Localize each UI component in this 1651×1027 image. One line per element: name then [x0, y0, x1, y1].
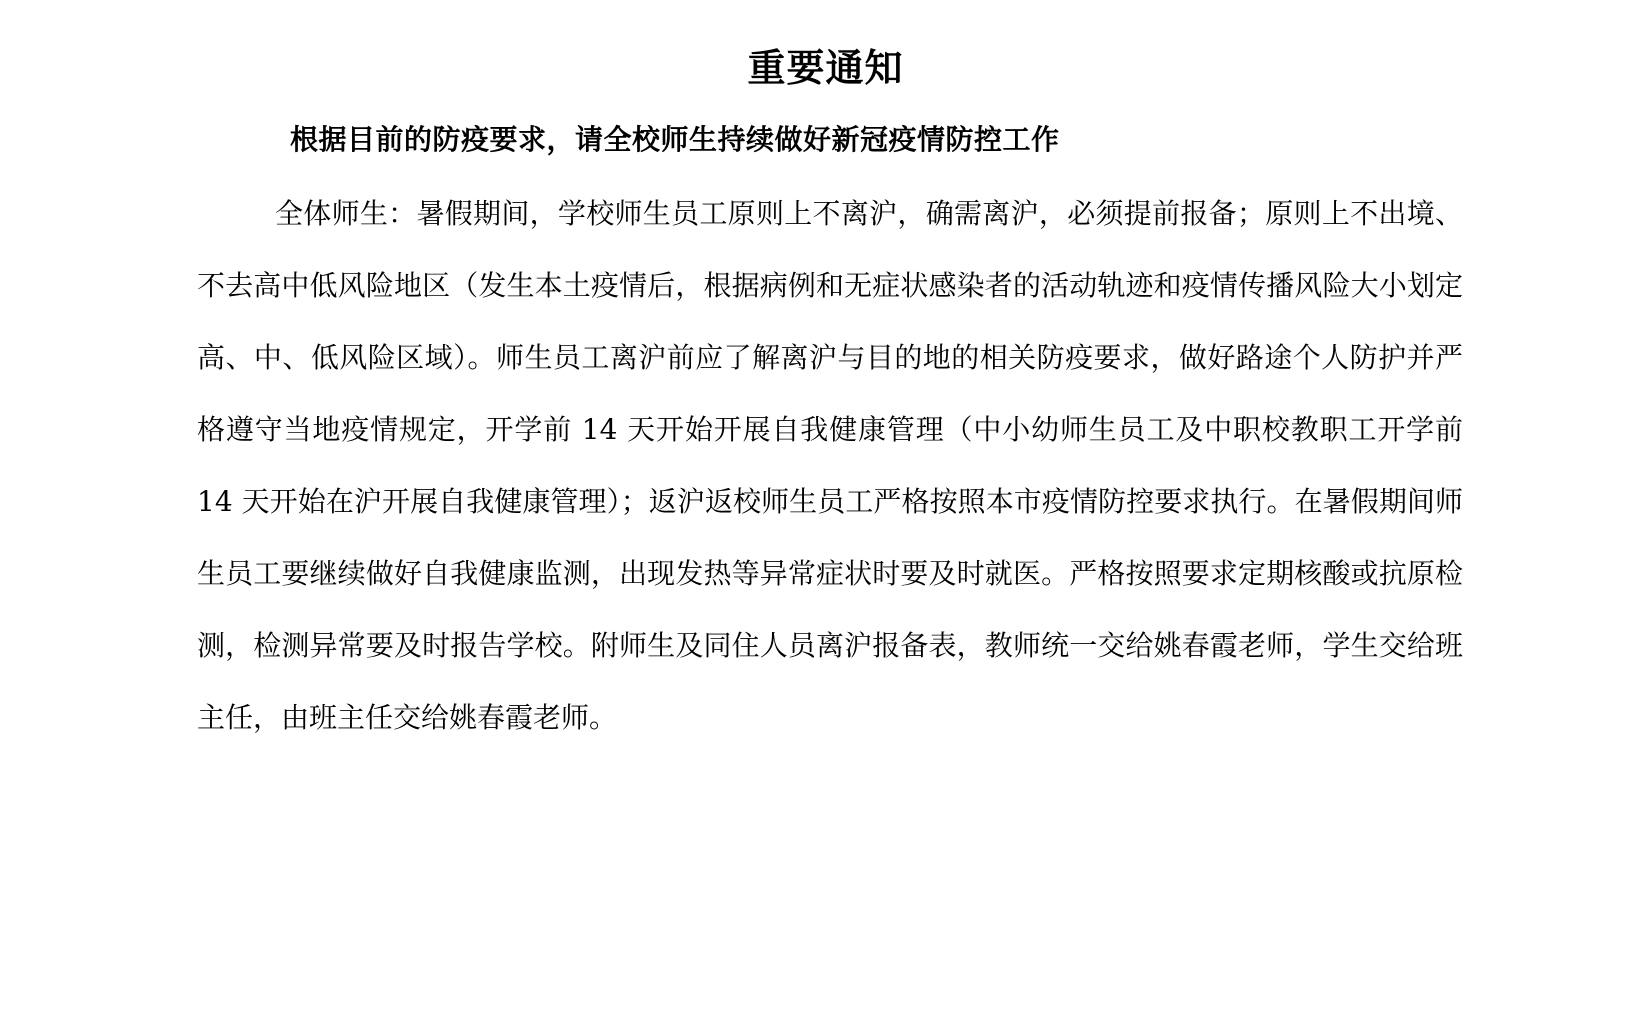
- notice-body: 全体师生：暑假期间，学校师生员工原则上不离沪，确需离沪，必须提前报备；原则上不出境、不去高中低风险地区（发生本土疫情后，根据病例和无症状感染者的活动轨迹和疫情传播风险大小划定高、中、低风险区域）。师生员工离沪前应了解离沪与目的地的相关防疫要求，做好路途个人防护并严格遵守当地疫情规定，开学前 14 天开始开展自我健康管理（中小幼师生员工及中职校教职工开学前 14 天开始在沪开展自我健康管理）；返沪返校师生员工严格按照本市疫情防控要求执行。在暑假期间师生员工要继续做好自我健康监测，出现发热等异常症状时要及时就医。严格按照要求定期核酸或抗原检测，检测异常要及时报告学校。附师生及同住人员离沪报备表，教师统一交给姚春霞老师，学生交给班主任，由班主任交给姚春霞老师。: [197, 197, 1463, 734]
- notice-subtitle: 根据目前的防疫要求，请全校师生持续做好新冠疫情防控工作: [290, 123, 1060, 156]
- notice-title: 重要通知: [747, 46, 904, 90]
